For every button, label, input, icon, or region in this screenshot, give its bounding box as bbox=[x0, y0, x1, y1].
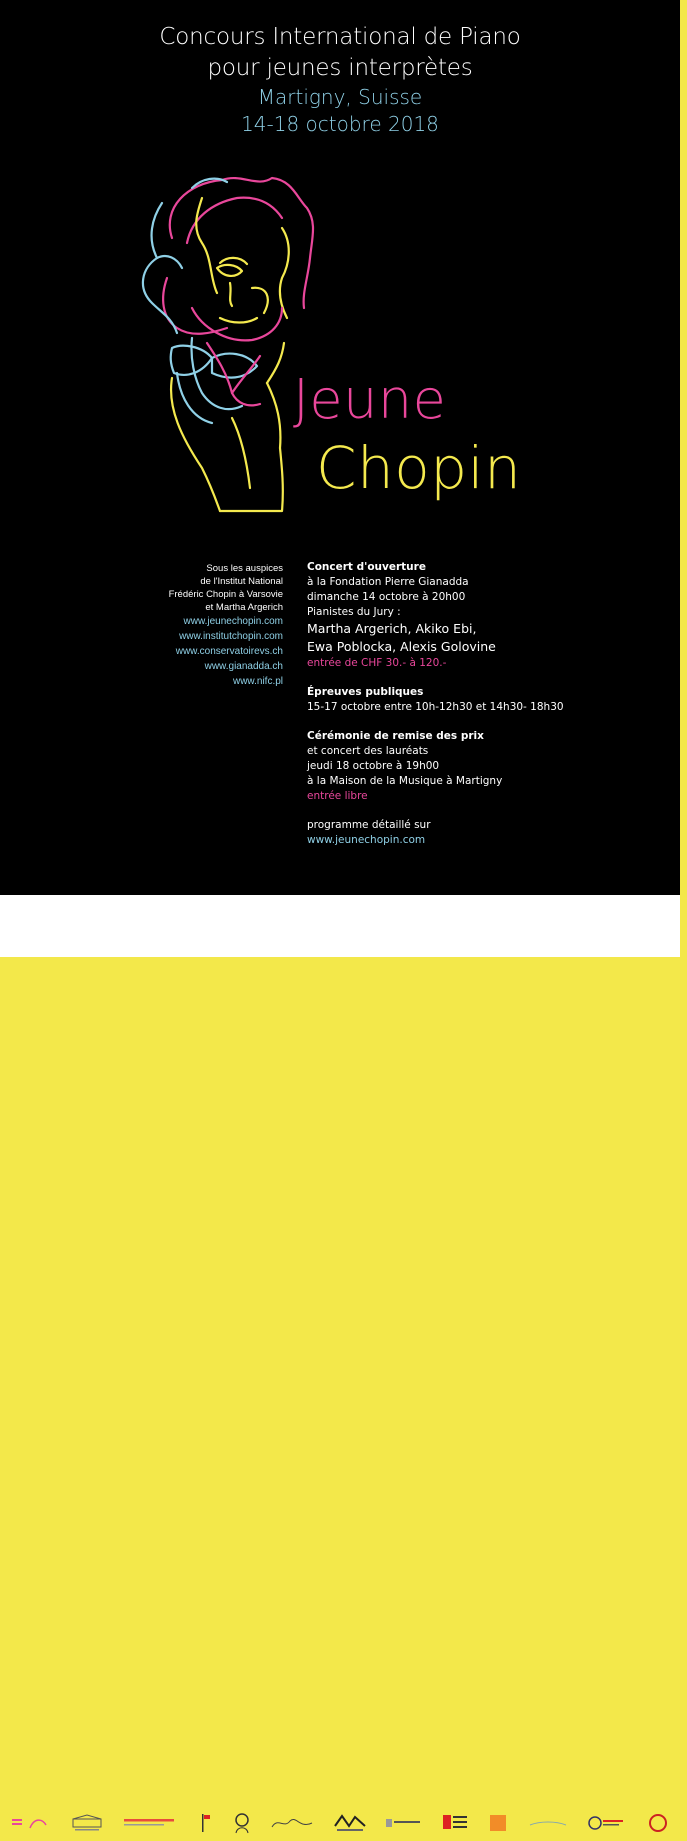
jury-line-2: Ewa Poblocka, Alexis Golovine bbox=[307, 639, 496, 654]
opening-date: dimanche 14 octobre à 20h00 bbox=[307, 591, 466, 603]
opening-title: Concert d'ouverture bbox=[307, 561, 426, 573]
jury-line-1: Martha Argerich, Akiko Ebi, bbox=[307, 621, 477, 636]
detail-label: programme détaillé sur bbox=[307, 819, 431, 831]
header-line-1: Concours International de Piano bbox=[159, 24, 521, 50]
mountain-logo bbox=[333, 1811, 367, 1835]
title-chopin: Chopin bbox=[316, 434, 522, 502]
opening-price: entrée de CHF 30.- à 120.- bbox=[307, 657, 447, 669]
ceremony-line-1: et concert des lauréats bbox=[307, 745, 429, 757]
circle-logo bbox=[587, 1811, 627, 1835]
link-institutchopin[interactable]: www.institutchopin.com bbox=[179, 631, 283, 642]
link-gianadda[interactable]: www.gianadda.ch bbox=[204, 661, 283, 672]
link-jeunechopin[interactable]: www.jeunechopin.com bbox=[183, 616, 283, 627]
chopin-portrait-illustration bbox=[132, 168, 347, 513]
ceremony-price: entrée libre bbox=[307, 790, 368, 802]
link-nifc[interactable]: www.nifc.pl bbox=[232, 676, 283, 687]
sponsor-logos bbox=[10, 1805, 670, 1841]
patronage-line: et Martha Argerich bbox=[205, 602, 283, 613]
portrait-logo bbox=[233, 1811, 251, 1835]
flag-logo bbox=[198, 1811, 214, 1835]
public-title: Épreuves publiques bbox=[307, 686, 424, 698]
ceremony-date: jeudi 18 octobre à 19h00 bbox=[307, 760, 440, 772]
ceremony-title: Cérémonie de remise des prix bbox=[307, 730, 484, 742]
conservatoire-logo bbox=[124, 1811, 180, 1835]
crest-logo bbox=[441, 1811, 469, 1835]
poster bbox=[0, 0, 680, 895]
line-logo bbox=[528, 1811, 568, 1835]
martigny-logo bbox=[386, 1811, 422, 1835]
header-location: Martigny, Suisse bbox=[257, 85, 423, 109]
opening-venue: à la Fondation Pierre Gianadda bbox=[307, 576, 469, 588]
header-line-2: pour jeunes interprètes bbox=[207, 55, 473, 81]
orange-logo bbox=[487, 1811, 509, 1835]
patronage-line: Frédéric Chopin à Varsovie bbox=[168, 589, 283, 600]
sponsor-footer bbox=[0, 895, 680, 957]
patronage-block bbox=[169, 562, 283, 689]
link-conservatoire[interactable]: www.conservatoirevs.ch bbox=[175, 646, 283, 657]
red-logo bbox=[646, 1811, 670, 1835]
header-dates: 14-18 octobre 2018 bbox=[241, 112, 439, 136]
gianadda-logo bbox=[69, 1811, 105, 1835]
public-dates: 15-17 octobre entre 10h-12h30 et 14h30- 18h30 bbox=[307, 701, 564, 713]
patronage-line: de l'Institut National bbox=[200, 576, 283, 587]
ceremony-venue: à la Maison de la Musique à Martigny bbox=[307, 775, 503, 787]
patronage-line: Sous les auspices bbox=[206, 563, 283, 574]
title-jeune: Jeune bbox=[293, 368, 447, 431]
detail-link[interactable]: www.jeunechopin.com bbox=[307, 834, 426, 846]
institut-chopin-logo bbox=[10, 1811, 50, 1835]
jury-label: Pianistes du Jury : bbox=[307, 606, 401, 618]
header bbox=[0, 22, 680, 138]
program-block bbox=[307, 560, 677, 848]
frame-bottom bbox=[0, 957, 687, 966]
signature-logo bbox=[270, 1811, 314, 1835]
